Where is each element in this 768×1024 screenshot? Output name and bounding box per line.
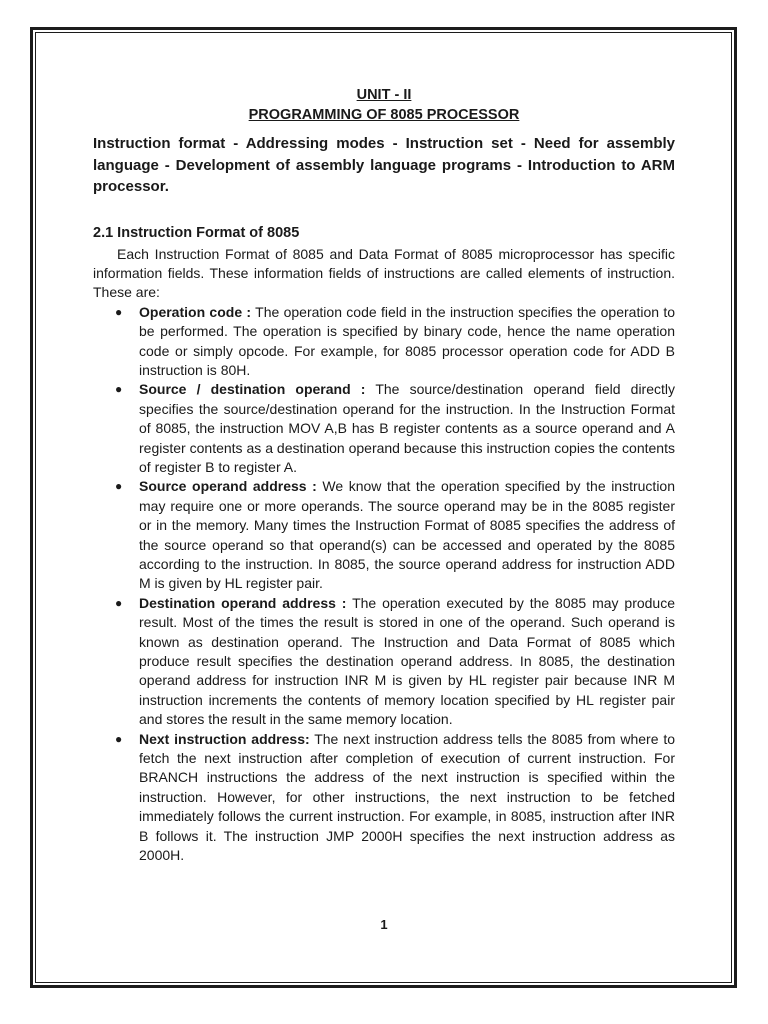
item-term: Source / destination operand : <box>139 381 366 398</box>
item-term: Operation code : <box>139 303 252 320</box>
list-item <box>93 730 675 866</box>
list-item <box>93 477 675 593</box>
bullet-icon: ● <box>115 479 123 494</box>
bullet-icon: ● <box>115 304 123 319</box>
section-title: 2.1 Instruction Format of 8085 <box>93 224 300 241</box>
bullet-icon: ● <box>115 382 123 397</box>
item-term: Destination operand address : <box>139 594 347 611</box>
item-text: The operation code field in the instruction specifies the operation to be performed. The operation is specified by binary code, hence the name operation code or simply opcode. For example, for 8085 processor operation code for ADD B instruction is 80H. <box>139 303 676 378</box>
page-number: 1 <box>380 917 388 932</box>
item-text: The source/destination operand field directly specifies the source/destination operand for the instruction. In the Instruction Format of 8085, the instruction MOV A,B has B register contents as a source operand and A register contents as a destination operand because this instruction copies the contents of register B to register A. <box>139 381 675 475</box>
section-intro: Each Instruction Format of 8085 and Data Format of 8085 microprocessor has specific information fields. These information fields of instructions are called elements of instruction. These are: <box>93 245 675 301</box>
bullet-icon: ● <box>115 731 123 746</box>
syllabus-topics: Instruction format - Addressing modes - Instruction set - Need for assembly language - Development of assembly language programs - Introduction to ARM processor. <box>93 135 675 195</box>
unit-heading: UNIT - II <box>356 87 412 103</box>
item-text: The next instruction address tells the 8085 from where to fetch the next instruction after completion of execution of current instruction. For BRANCH instructions the address of the next instruction is specified within the instruction. However, for other instructions, the next instruction to be fetched immediately follows the current instruction. For example, in 8085, instruction after INR B follows it. The instruction JMP 2000H specifies the next instruction address as 2000H. <box>139 730 675 864</box>
item-term: Source operand address : <box>139 478 317 495</box>
item-term: Next instruction address: <box>139 730 310 747</box>
list-item <box>93 594 675 730</box>
bullet-icon: ● <box>115 595 123 610</box>
item-text: The operation executed by the 8085 may produce result. Most of the times the result is stored in one of the operand. Such operand is known as destination operand. The Instruction and Data Format of 8085 which produce result specifies the destination operand address. In 8085, the destination operand address for instruction INR M is given by HL register pair because INR M instruction increments the contents of memory location specified by HL register pair and stores the result in the same memory location. <box>139 594 675 728</box>
item-text: We know that the operation specified by the instruction may require one or more operands. The source operand may be in the 8085 register or in the memory. Many times the Instruction Format of 8085 specifies the address of the source operand so that operand(s) can be accessed and operated by the 8085 according to the instruction. In 8085, the source operand address for instruction ADD M is given by HL register pair. <box>139 478 675 592</box>
list-item <box>93 380 675 477</box>
list-item <box>93 303 675 381</box>
unit-title: PROGRAMMING OF 8085 PROCESSOR <box>248 107 520 123</box>
elements-list <box>93 303 675 866</box>
page-content <box>93 85 675 866</box>
